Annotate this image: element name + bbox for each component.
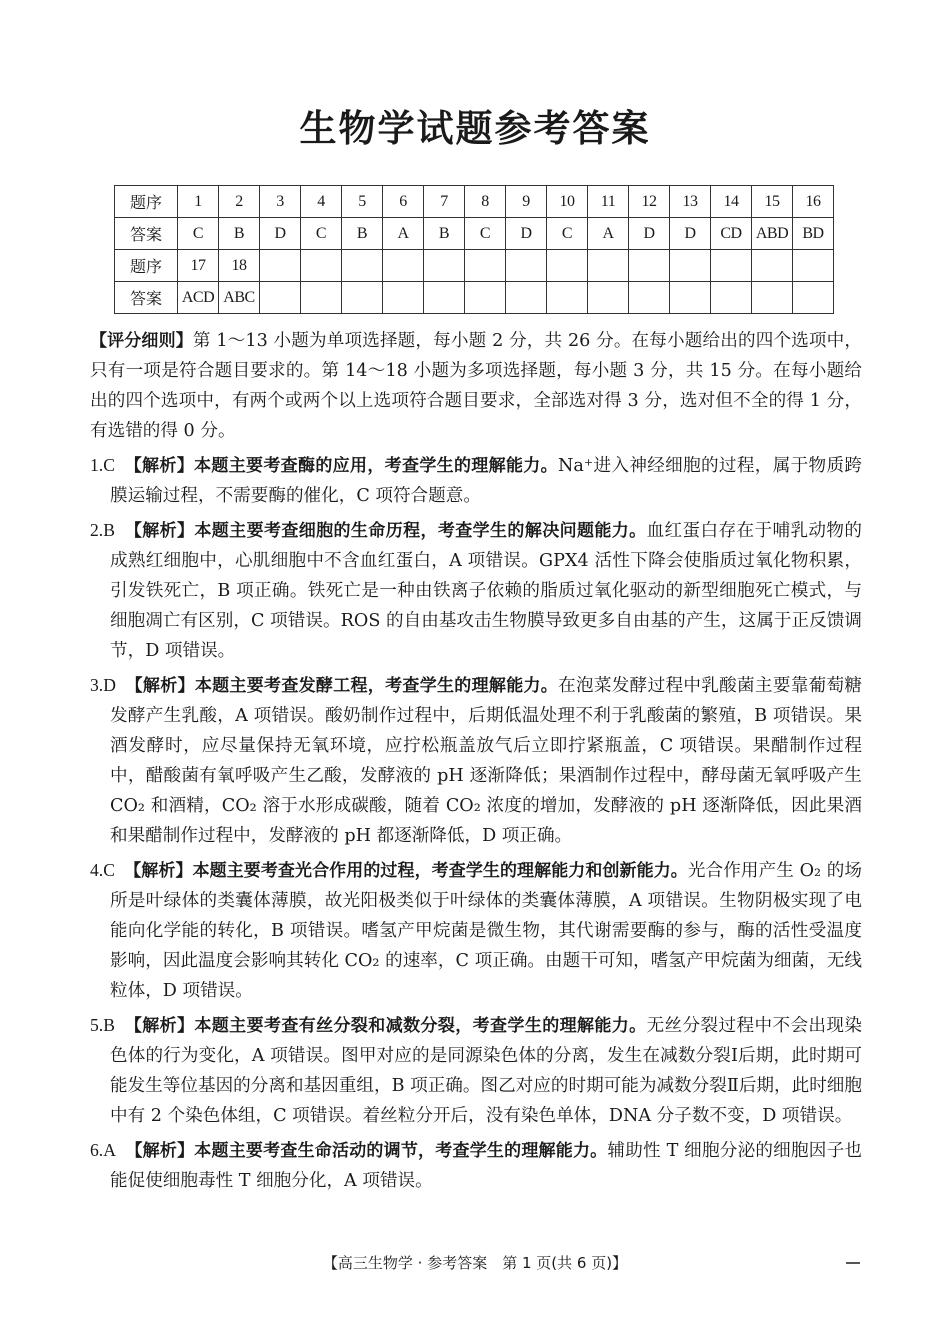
table-cell: [711, 250, 752, 282]
table-cell: [752, 282, 793, 314]
table-cell: [383, 250, 424, 282]
table-cell: [342, 282, 383, 314]
item-answer: A: [103, 1140, 116, 1160]
table-cell: [670, 282, 711, 314]
table-cell: 14: [711, 186, 752, 218]
table-cell: 17: [178, 250, 219, 282]
table-cell: B: [424, 218, 465, 250]
item-explanation: 光合作用产生 O₂ 的场所是叶绿体的类囊体薄膜，故光阳极类似于叶绿体的类囊体薄膜，A 项错误。生物阴极实现了电能向化学能的转化，B 项错误。嗜氢产甲烷菌是微生物，其代谢需要酶的参与，酶的活性受温度影响，因此温度会影响其转化 CO₂ 的速率，C 项正确。由题干可知，嗜氢产甲烷菌为细菌，无线粒体，D 项错误。: [110, 861, 862, 1001]
item-explanation: 辅助性 T 细胞分泌的细胞因子也能促使细胞毒性 T 细胞分化，A 项错误。: [110, 1141, 862, 1191]
item-answer: D: [103, 675, 116, 695]
page-title: 生物学试题参考答案: [299, 107, 651, 150]
table-cell: 18: [219, 250, 260, 282]
table-cell: [506, 250, 547, 282]
table-cell: A: [588, 218, 629, 250]
corner-mark: [846, 1262, 860, 1264]
solution-item: [90, 1010, 862, 1131]
table-cell: 15: [752, 186, 793, 218]
table-cell: BD: [793, 218, 834, 250]
item-answer: C: [103, 860, 115, 880]
row-header: 题序: [115, 250, 178, 282]
table-cell: ABD: [752, 218, 793, 250]
table-cell: 12: [629, 186, 670, 218]
table-cell: [588, 250, 629, 282]
item-number: 2.: [90, 520, 104, 540]
table-cell: 6: [383, 186, 424, 218]
table-cell: 11: [588, 186, 629, 218]
item-analysis-tag: 【解析】本题主要考查生命活动的调节，考查学生的理解能力。: [133, 1141, 608, 1161]
item-answer: C: [103, 455, 115, 475]
item-analysis-tag: 【解析】本题主要考查有丝分裂和减数分裂，考查学生的理解能力。: [133, 1016, 647, 1036]
answer-table-row: [115, 218, 834, 250]
table-cell: A: [383, 218, 424, 250]
table-cell: [629, 250, 670, 282]
table-cell: C: [178, 218, 219, 250]
page-footer: 【高三生物学 · 参考答案 第 1 页(共 6 页)】: [322, 1254, 628, 1272]
table-cell: CD: [711, 218, 752, 250]
table-cell: [670, 250, 711, 282]
table-cell: [629, 282, 670, 314]
table-cell: D: [260, 218, 301, 250]
row-header: 答案: [115, 218, 178, 250]
table-cell: [711, 282, 752, 314]
table-cell: 8: [465, 186, 506, 218]
item-explanation: 在泡菜发酵过程中乳酸菌主要靠葡萄糖发酵产生乳酸，A 项错误。酸奶制作过程中，后期低温处理不利于乳酸菌的繁殖，B 项错误。果酒发酵时，应尽量保持无氧环境，应拧松瓶盖放气后立即拧紧瓶盖，C 项错误。果醋制作过程中，醋酸菌有氧呼吸产生乙酸，发酵液的 pH 逐渐降低；果酒制作过程中，酵母菌无氧呼吸产生 CO₂ 和酒精，CO₂ 溶于水形成碳酸，随着 CO₂ 浓度的增加，发酵液的 pH 逐渐降低，因此果酒和果醋制作过程中，发酵液的 pH 都逐渐降低，D 项正确。: [110, 676, 862, 846]
table-cell: [342, 250, 383, 282]
answer-table-row: [115, 250, 834, 282]
item-analysis-tag: 【解析】本题主要考查发酵工程，考查学生的理解能力。: [134, 676, 559, 696]
table-cell: ABC: [219, 282, 260, 314]
table-cell: 5: [342, 186, 383, 218]
item-explanation: 无丝分裂过程中不会出现染色体的行为变化，A 项错误。图甲对应的是同源染色体的分离，发生在减数分裂Ⅰ后期，此时期可能发生等位基因的分离和基因重组，B 项正确。图乙对应的时期可能为减数分裂Ⅱ后期，此时细胞中有 2 个染色体组，C 项错误。着丝粒分开后，没有染色单体，DNA 分子数不变，D 项错误。: [110, 1016, 862, 1126]
table-cell: 13: [670, 186, 711, 218]
table-cell: ACD: [178, 282, 219, 314]
table-cell: D: [506, 218, 547, 250]
table-cell: 3: [260, 186, 301, 218]
item-analysis-tag: 【解析】本题主要考查光合作用的过程，考查学生的理解能力和创新能力。: [132, 861, 688, 881]
item-number: 3.: [90, 675, 104, 695]
solutions-body: [90, 326, 862, 1200]
answer-table: [114, 185, 834, 314]
table-cell: [260, 250, 301, 282]
item-explanation: Na⁺进入神经细胞的过程，属于物质跨膜运输过程，不需要酶的催化，C 项符合题意。: [110, 456, 862, 506]
solution-item: [90, 515, 862, 666]
table-cell: C: [301, 218, 342, 250]
item-answer: B: [103, 520, 115, 540]
table-cell: [547, 282, 588, 314]
table-cell: 7: [424, 186, 465, 218]
table-cell: D: [670, 218, 711, 250]
table-cell: 16: [793, 186, 834, 218]
solution-item: [90, 1135, 862, 1196]
table-cell: [793, 250, 834, 282]
table-cell: [588, 282, 629, 314]
item-explanation: 血红蛋白存在于哺乳动物的成熟红细胞中，心肌细胞中不含血红蛋白，A 项错误。GPX4 活性下降会使脂质过氧化物积累，引发铁死亡，B 项正确。铁死亡是一种由铁离子依赖的脂质过氧化驱动的新型细胞死亡模式，与细胞凋亡有区别，C 项错误。ROS 的自由基攻击生物膜导致更多自由基的产生，这属于正反馈调节，D 项错误。: [110, 521, 862, 661]
table-cell: [465, 250, 506, 282]
solution-item: [90, 670, 862, 851]
table-cell: [465, 282, 506, 314]
table-cell: B: [219, 218, 260, 250]
table-cell: [506, 282, 547, 314]
table-cell: [260, 282, 301, 314]
table-cell: [383, 282, 424, 314]
scoring-rules: [90, 326, 862, 446]
item-answer: B: [103, 1015, 115, 1035]
scoring-text: 第 1～13 小题为单项选择题，每小题 2 分，共 26 分。在每小题给出的四个选项中，只有一项是符合题目要求的。第 14～18 小题为多项选择题，每小题 3 分，共 15 分。在每小题给出的四个选项中，有两个或两个以上选项符合题目要求，全部选对得 3 分，选对但不全的得 1 分，有选错的得 0 分。: [90, 331, 862, 441]
table-cell: C: [465, 218, 506, 250]
item-number: 6.: [90, 1140, 104, 1160]
solution-item: [90, 855, 862, 1006]
item-number: 4.: [90, 860, 104, 880]
item-number: 5.: [90, 1015, 104, 1035]
item-analysis-tag: 【解析】本题主要考查细胞的生命历程，考查学生的解决问题能力。: [133, 521, 647, 541]
scoring-label: 【评分细则】: [90, 331, 193, 351]
answer-table-row: [115, 186, 834, 218]
table-cell: 2: [219, 186, 260, 218]
table-cell: [301, 282, 342, 314]
solution-item: [90, 450, 862, 511]
table-cell: D: [629, 218, 670, 250]
table-cell: [301, 250, 342, 282]
row-header: 题序: [115, 186, 178, 218]
table-cell: [424, 282, 465, 314]
table-cell: [424, 250, 465, 282]
table-cell: 4: [301, 186, 342, 218]
table-cell: [547, 250, 588, 282]
answer-table-row: [115, 282, 834, 314]
row-header: 答案: [115, 282, 178, 314]
table-cell: 10: [547, 186, 588, 218]
table-cell: [752, 250, 793, 282]
table-cell: 1: [178, 186, 219, 218]
table-cell: [793, 282, 834, 314]
table-cell: 9: [506, 186, 547, 218]
item-number: 1.: [90, 455, 104, 475]
item-analysis-tag: 【解析】本题主要考查酶的应用，考查学生的理解能力。: [133, 456, 558, 476]
table-cell: C: [547, 218, 588, 250]
table-cell: B: [342, 218, 383, 250]
